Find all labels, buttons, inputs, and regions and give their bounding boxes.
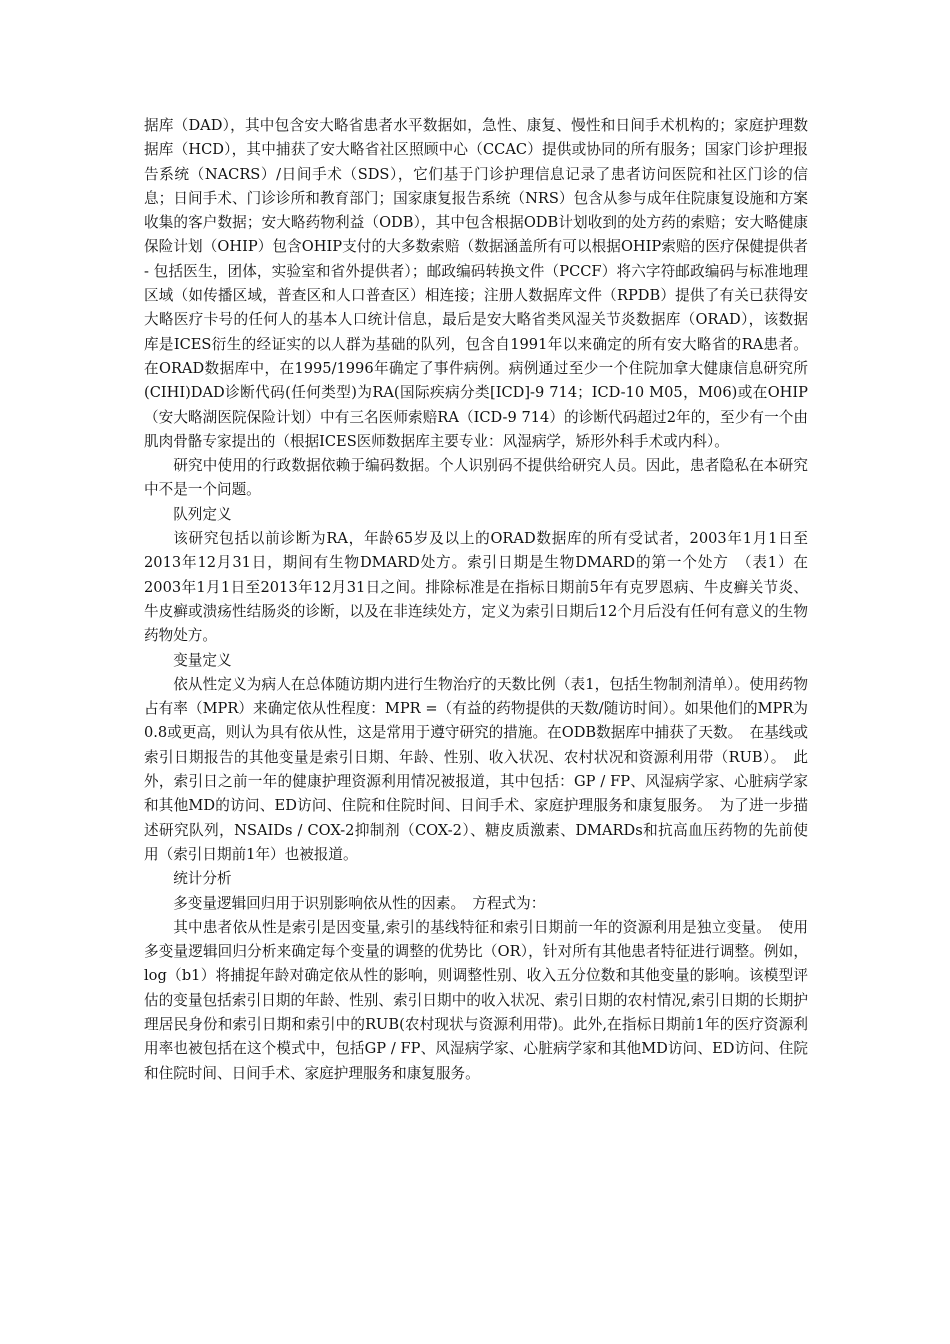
section-heading-cohort: 队列定义	[173, 505, 232, 523]
paragraph-data-sources: 据库（DAD），其中包含安大略省患者水平数据如，急性、康复、慢性和日间手术机构的；家庭护理数据库（HCD），其中捕获了安大略省社区照顾中心（CCAC）提供或协同的所有服务；国家门诊护理报告系统（NACRS）/日间手术（SDS），它们基于门诊护理信息记录了患者访问医院和社区门诊的信息；日间手术、门诊诊所和教育部门；国家康复报告系统（NRS）包含从参与成年住院康复设施和方案收集的客户数据；安大略药物利益（ODB），其中包含根据ODB计划收到的处方药的索赔；安大略健康保险计划（OHIP）包含OHIP支付的大多数索赔（数据涵盖所有可以根据OHIP索赔的医疗保健提供者 - 包括医生，团体，实验室和省外提供者）；邮政编码转换文件（PCCF）将六字符邮政编码与标准地理区域（如传播区域，普查区和人口普查区）相连接；注册人数据库文件（RPDB）提供了有关已获得安大略医疗卡号的任何人的基本人口统计信息，最后是安大略省类风湿关节炎数据库（ORAD），该数据库是ICES衍生的经证实的以人群为基础的队列，包含自1991年以来确定的所有安大略省的RA患者。在ORAD数据库中，在1995/1996年确定了事件病例。病例通过至少一个住院加拿大健康信息研究所(CIHI)DAD诊断代码(任何类型)为RA(国际疾病分类[ICD]-9 714；ICD-10 M05，M06)或在OHIP（安大略湖医院保险计划）中有三名医师索赔RA（ICD-9 714）的诊断代码超过2年的，至少有一个由肌肉骨骼专家提出的（根据ICES医师数据库主要专业：风湿病学，矫形外科手术或内科）。	[144, 117, 808, 450]
paragraph-regression-details: 其中患者依从性是索引是因变量,索引的基线特征和索引日期前一年的资源利用是独立变量。 使用多变量逻辑回归分析来确定每个变量的调整的优势比（OR），针对所有其他患者特征进行调整。例如，log（b1）将捕捉年龄对确定依从性的影响，则调整性别、收入五分位数和其他变量的影响。该模型评估的变量包括索引日期的年龄、性别、索引日期中的收入状况、索引日期的农村情况,索引日期的长期护理居民身份和索引日期和索引中的RUB(农村现状与资源利用带)。此外,在指标日期前1年的医疗资源利用率也被包括在这个模式中，包括GP / FP、风湿病学家、心脏病学家和其他MD访问、ED访问、住院和住院时间、日间手术、家庭护理服务和康复服务。	[144, 918, 808, 1082]
paragraph-cohort-definition: 该研究包括以前诊断为RA，年龄65岁及以上的ORAD数据库的所有受试者，2003年1月1日至2013年12月31日，期间有生物DMARD处方。索引日期是生物DMARD的第一个处方 （表1）在2003年1月1日至2013年12月31日之间。排除标准是在指标日期前5年有克罗恩病、牛皮癣关节炎、牛皮癣或溃疡性结肠炎的诊断，以及在非连续处方，定义为索引日期后12个月后没有任何有意义的生物药物处方。	[144, 530, 808, 645]
paragraph-privacy: 研究中使用的行政数据依赖于编码数据。个人识别码不提供给研究人员。因此，患者隐私在本研究中不是一个问题。	[144, 457, 808, 499]
section-heading-statistics: 统计分析	[173, 870, 232, 888]
document-page	[144, 114, 808, 1086]
paragraph-regression-intro: 多变量逻辑回归用于识别影响依从性的因素。 方程式为：	[173, 894, 546, 912]
paragraph-variable-definition: 依从性定义为病人在总体随访期内进行生物治疗的天数比例（表1，包括生物制剂清单）。使用药物占有率（MPR）来确定依从性程度：MPR =（有益的药物提供的天数/随访时间）。如果他们的MPR为0.8或更高，则认为具有依从性，这是常用于遵守研究的措施。在ODB数据库中捕获了天数。 在基线或索引日期报告的其他变量是索引日期、年龄、性别、收入状况、农村状况和资源利用带（RUB）。 此外，索引日之前一年的健康护理资源利用情况被报道，其中包括：GP / FP、风湿病学家、心脏病学家和其他MD的访问、ED访问、住院和住院时间、日间手术、家庭护理服务和康复服务。 为了进一步描述研究队列，NSAIDs / COX-2抑制剂（COX-2）、糖皮质激素、DMARDs和抗高血压药物的先前使用（索引日期前1年）也被报道。	[144, 675, 808, 863]
section-heading-variables: 变量定义	[173, 651, 232, 669]
